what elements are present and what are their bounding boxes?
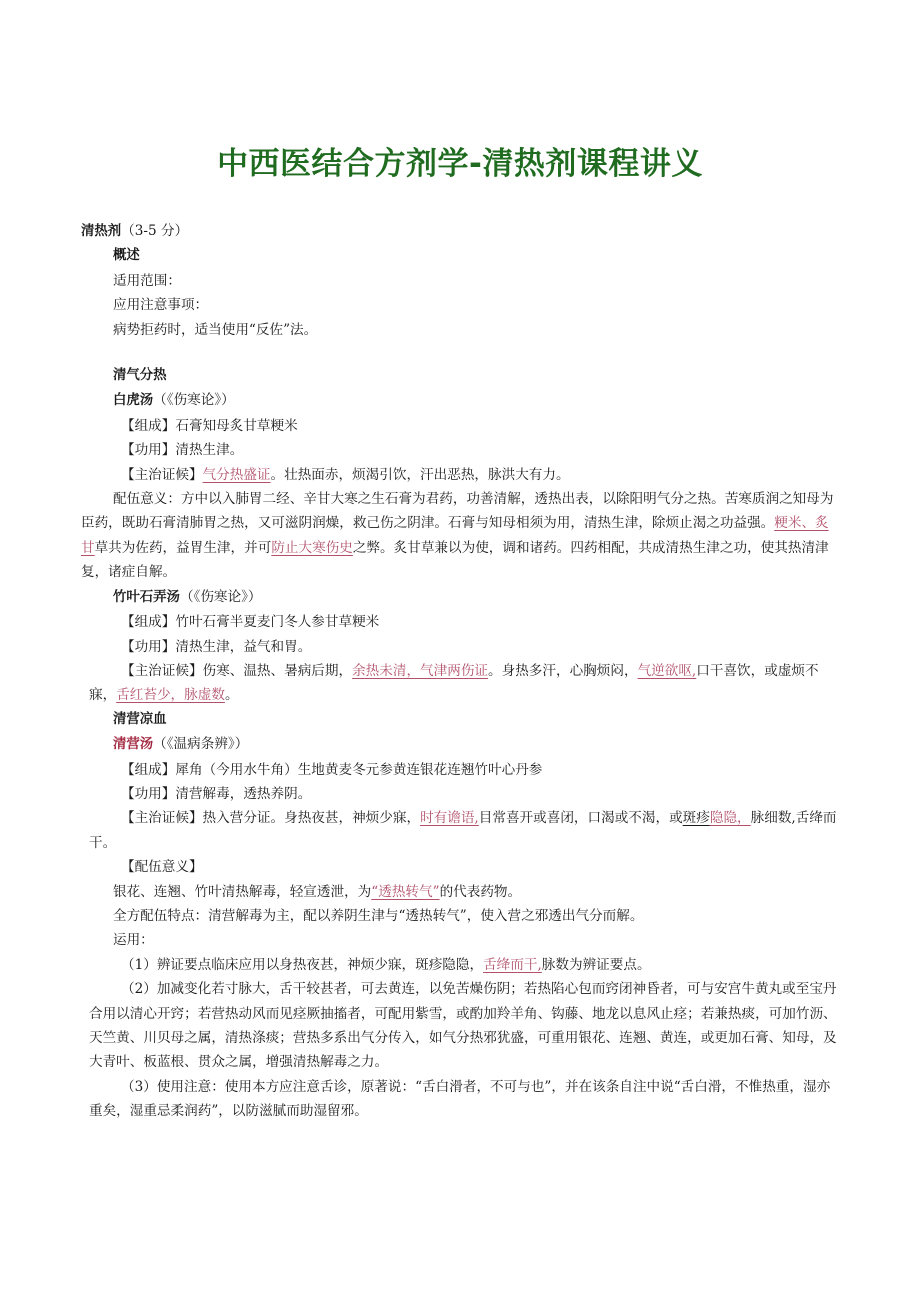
- qingying-item-1: （1）辨证要点临床应用以身热夜甚，神烦少寐，斑疹隐隐，舌绛而干,脉数为辨证要点。: [121, 956, 651, 973]
- highlight-text: 粳米、炙甘: [81, 515, 829, 556]
- formula-heading-qingying: 清营汤（《温病条辨》）: [113, 736, 249, 753]
- highlight-text: 防止大寒伤史: [271, 539, 353, 556]
- formula-heading-zhuye: 竹叶石弄汤（《伤寒论》）: [113, 588, 262, 605]
- qingying-yunyong: 运用：: [113, 932, 154, 949]
- qingying-peiwu-label: 【配伍意义】: [121, 859, 203, 876]
- highlight-text: 舌绛而干,: [483, 956, 542, 973]
- highlight-text: 时有谵语,: [420, 810, 479, 827]
- highlight-text: 气逆欲呕,: [637, 662, 697, 679]
- highlight-text: 余热未清，气津两伤证: [352, 662, 489, 679]
- document-body: [81, 219, 841, 1124]
- qingying-zhuzhi: 【主治证候】热入营分证。身热夜甚，神烦少寐，时有谵语,目常喜开或喜闭，口渴或不渴，或斑疹隐隐，脉细数,舌绛而干。: [89, 810, 837, 851]
- overview-heading: 概述: [113, 248, 140, 264]
- baihu-peiwu: 配伍意义：方中以入肺胃二经、辛甘大寒之生石膏为君药，功善清解，透热出表，以除阳明气分之热。苦寒质润之知母为臣药，既助石膏清肺胃之热，又可滋阴润燥，救己伤之阴津。石膏与知母相须为用，清热生津，除烦止渴之功益强。粳米、炙甘草共为佐药，益胃生津，并可防止大寒伤史之弊。炙甘草兼以为使，调和诸药。四药相配，共成清热生津之功，使其热清津复，诸症自解。: [81, 491, 834, 581]
- notes-line: 应用注意事项：: [113, 297, 209, 314]
- baihu-zhuzhi: 【主治证候】气分热盛证。壮热面赤，烦渴引饮，汗出恶热，脉洪大有力。: [121, 466, 570, 483]
- scope-line: 适用范围：: [113, 272, 181, 289]
- qingying-item-2: （2）加减变化若寸脉大，舌干较甚者，可去黄连，以免苦燥伤阴；若热陷心包而窍闭神昏者，可与安宫牛黄丸或至宝丹合用以清心开窍；若营热动风而见痉厥抽搐者，可配用紫雪，或酌加羚羊角、钩藤、地龙以息风止痉；若兼热痰，可加竹沥、天竺黄、川贝母之属，清热涤痰；营热多系出气分传入，如气分热邪犹盛，可重用银花、连翘、黄连，或更加石膏、知母，及大青叶、板蓝根、贯众之属，增强清热解毒之力。: [89, 981, 837, 1071]
- section-heading-qingre: 清热剂（3-5 分）: [81, 223, 189, 239]
- fanzuo-line: 病势拒药时，适当使用“反佐”法。: [113, 321, 318, 338]
- qingying-item-3: （3）使用注意：使用本方应注意舌诊，原著说：“舌白滑者，不可与也”，并在该条自注中说“舌白滑，不惟热重，湿亦重矣，湿重忌柔润药”，以防滋腻而助湿留邪。: [89, 1078, 831, 1120]
- section-heading-qingying: 清营凉血: [113, 711, 167, 727]
- qingying-zucheng: 【组成】犀角（今用水牛角）生地黄麦冬元参黄连银花连翘竹叶心丹参: [121, 761, 543, 778]
- highlight-text: 隐隐，: [709, 810, 751, 827]
- qingying-peiwu: 银花、连翘、竹叶清热解毒，轻宣透泄，为“透热转气”的代表药物。: [113, 883, 522, 900]
- formula-heading-baihu: 白虎汤（《伤寒论》）: [113, 392, 235, 409]
- qingying-gongyong: 【功用】清营解毒，透热养阴。: [121, 785, 312, 802]
- highlight-text: 气分热盛证: [202, 466, 271, 483]
- highlight-text: “透热转气”: [371, 883, 440, 900]
- baihu-gongyong: 【功用】清热生津。: [121, 442, 244, 459]
- baihu-zucheng: 【组成】石膏知母炙甘草粳米: [121, 417, 298, 434]
- section-heading-qingqi: 清气分热: [113, 368, 167, 384]
- zhuye-zucheng: 【组成】竹叶石膏半夏麦门冬人参甘草粳米: [121, 614, 380, 631]
- page-title: 中西医结合方剂学-清热剂课程讲义: [217, 146, 703, 182]
- highlight-text: 舌红苔少，脉虚数: [116, 687, 225, 704]
- zhuye-zhuzhi: 【主治证候】伤寒、温热、暑病后期，余热未清，气津两伤证。身热多汗，心胸烦闷，气逆欲呕,口干喜饮，或虚烦不寐，舌红苔少，脉虚数。: [89, 662, 819, 704]
- zhuye-gongyong: 【功用】清热生津，益气和胃。: [121, 638, 312, 655]
- qingying-features: 全方配伍特点：清营解毒为主，配以养阴生津与“透热转气”，使入营之邪透出气分而解。: [113, 907, 644, 924]
- underlined-text: 斑疹: [682, 810, 710, 827]
